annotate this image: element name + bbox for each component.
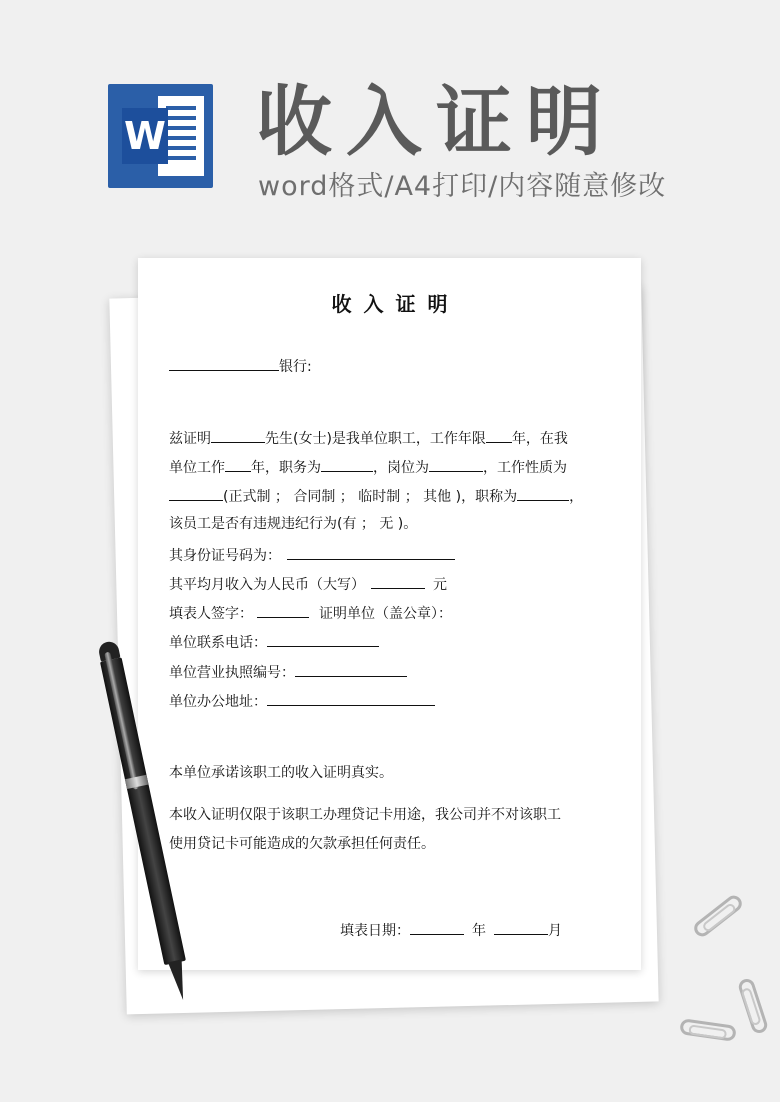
usage-text-1: 本收入证明仅限于该职工办理贷记卡用途，我公司并不对该职工 [169,807,561,823]
work-type-blank[interactable] [169,486,223,501]
commitment-text: 本单位承诺该职工的收入证明真实。 [169,765,393,781]
paperclip-icon [691,892,745,939]
license-line: 单位营业执照编号： [169,662,407,682]
professional-title-blank[interactable] [517,486,569,501]
para-line-2: 单位工作 年，职务为 ，岗位为 ，工作性质为 [169,457,567,477]
phone-line: 单位联系电话： [169,632,379,652]
job-title-blank[interactable] [321,457,373,472]
banner-subtitle: word格式/A4打印/内容随意修改 [258,171,667,202]
para-line-3: (正式制 ； 合同制 ； 临时制 ； 其他 )，职称为 ， [169,486,583,506]
address-line: 单位办公地址： [169,691,435,711]
unit-years-blank[interactable] [225,457,251,472]
word-logo-letter: W [122,108,168,164]
banner-title: 收入证明 [256,77,616,166]
id-number-line: 其身份证号码为： [169,545,455,565]
fill-date-line: 填表日期： 年 月 [340,920,562,940]
usage-text-2: 使用贷记卡可能造成的欠款承担任何责任。 [169,836,435,852]
work-years-blank[interactable] [486,428,512,443]
date-year-blank[interactable] [410,920,464,935]
signature-line: 填表人签字： 证明单位（盖公章）： [169,603,452,623]
id-number-blank[interactable] [287,545,455,560]
paperclip-icon [679,1018,737,1042]
income-amount-blank[interactable] [371,574,425,589]
address-blank[interactable] [267,691,435,706]
income-line: 其平均月收入为人民币（大写） 元 [169,574,447,594]
bank-name-blank[interactable] [169,356,279,371]
employee-name-blank[interactable] [211,428,265,443]
document-page [138,258,641,970]
document-title: 收入证明 [331,292,460,316]
para-line-1: 兹证明 先生(女士)是我单位职工，工作年限 年，在我 [169,428,568,448]
violation-line: 该员工是否有违规违纪行为(有 ； 无 )。 [169,516,418,532]
date-month-blank[interactable] [494,920,548,935]
bank-line: 银行: [169,356,312,376]
paperclip-icon [737,977,770,1035]
position-blank[interactable] [429,457,483,472]
filler-signature-blank[interactable] [257,603,309,618]
phone-blank[interactable] [267,632,379,647]
word-logo-icon [108,84,213,188]
license-blank[interactable] [295,662,407,677]
